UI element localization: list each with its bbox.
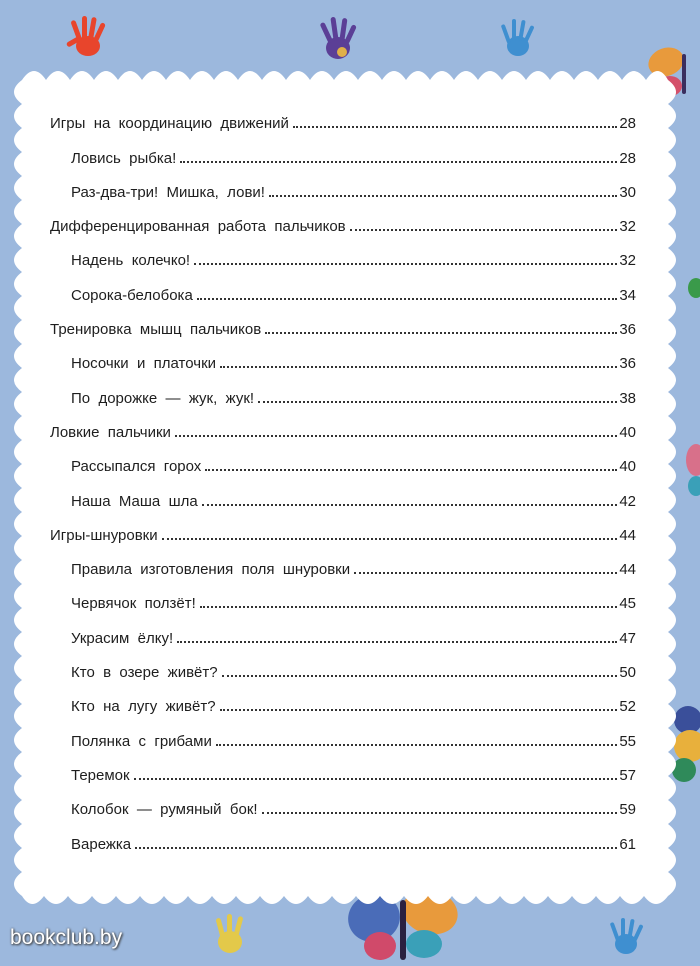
toc-subentry — [50, 549, 636, 583]
toc-subentry — [50, 137, 636, 171]
dot-leader — [258, 401, 617, 403]
toc-subentry — [50, 240, 636, 274]
dot-leader — [177, 641, 617, 643]
toc-entry-title: Игры на координацию движений — [50, 115, 289, 133]
toc-entry-title: Правила изготовления поля шнуровки — [71, 561, 351, 579]
toc-page-number: 30 — [619, 183, 636, 201]
toc-subentry — [50, 480, 636, 514]
toc-entry-title: Игры-шнуровки — [50, 526, 158, 544]
toc-entry-title: Сорока-белобока — [71, 286, 193, 304]
toc-page-number: 52 — [619, 698, 636, 716]
toc-subentry — [50, 446, 636, 480]
toc-page-number: 50 — [619, 664, 636, 682]
dot-leader — [354, 572, 617, 574]
toc-entry — [50, 412, 636, 446]
toc-page-number: 32 — [619, 252, 636, 270]
dot-leader — [216, 744, 617, 746]
dot-leader — [175, 435, 617, 437]
toc-page-number: 28 — [619, 115, 636, 133]
toc-page-number: 55 — [619, 732, 636, 750]
dot-leader — [200, 606, 618, 608]
toc-entry-title: Дифференцированная работа пальчиков — [50, 218, 346, 236]
toc-entry — [50, 103, 636, 137]
toc-page-number: 40 — [619, 458, 636, 476]
dot-leader — [135, 847, 617, 849]
toc-page-number: 45 — [619, 595, 636, 613]
dot-leader — [293, 126, 617, 128]
toc-subentry — [50, 686, 636, 720]
dot-leader — [350, 229, 618, 231]
toc-page-number: 57 — [619, 766, 636, 784]
toc-page-number: 32 — [619, 218, 636, 236]
toc-subentry — [50, 343, 636, 377]
toc-entry-title: Колобок — румяный бок! — [71, 801, 258, 819]
toc-entry-title: Теремок — [71, 766, 130, 784]
dot-leader — [134, 778, 618, 780]
toc-page-number: 34 — [619, 286, 636, 304]
toc-entry-title: Кто в озере живёт? — [71, 664, 218, 682]
toc-entry-title: Наша Маша шла — [71, 492, 198, 510]
toc-entry-title: Кто на лугу живёт? — [71, 698, 216, 716]
dot-leader — [265, 332, 617, 334]
toc-entry — [50, 206, 636, 240]
dot-leader — [220, 709, 618, 711]
toc-entry-title: Тренировка мышц пальчиков — [50, 321, 262, 339]
toc-page-number: 38 — [619, 389, 636, 407]
watermark: bookclub.by — [10, 926, 123, 949]
toc-entry-title: Ловкие пальчики — [50, 423, 171, 441]
toc-entry-title: По дорожке — жук, жук! — [71, 389, 255, 407]
toc-subentry — [50, 617, 636, 651]
dot-leader — [220, 366, 617, 368]
toc-page-number: 36 — [619, 355, 636, 373]
dot-leader — [197, 298, 618, 300]
dot-leader — [180, 161, 617, 163]
toc-subentry — [50, 755, 636, 789]
dot-leader — [269, 195, 617, 197]
toc-entry-title: Варежка — [71, 835, 132, 853]
toc-entry — [50, 515, 636, 549]
toc-entry-title: Полянка с грибами — [71, 732, 212, 750]
toc-page-number: 44 — [619, 526, 636, 544]
dot-leader — [205, 469, 617, 471]
toc-page-number: 59 — [619, 801, 636, 819]
toc-subentry — [50, 823, 636, 857]
toc-subentry — [50, 583, 636, 617]
dot-leader — [194, 263, 617, 265]
toc-entry — [50, 309, 636, 343]
toc-page-number: 28 — [619, 149, 636, 167]
toc-page-number: 36 — [619, 321, 636, 339]
toc-subentry — [50, 652, 636, 686]
toc-page-number: 47 — [619, 629, 636, 647]
toc-entry-title: Рассыпался горох — [71, 458, 202, 476]
dot-leader — [222, 675, 618, 677]
toc-subentry — [50, 274, 636, 308]
toc-page-number: 44 — [619, 561, 636, 579]
toc-entry-title: Украсим ёлку! — [71, 629, 174, 647]
toc-subentry — [50, 720, 636, 754]
toc-entry-title: Раз-два-три! Мишка, лови! — [71, 183, 265, 201]
toc-entry-title: Носочки и платочки — [71, 355, 217, 373]
table-of-contents — [50, 103, 636, 858]
toc-entry-title: Червячок ползёт! — [71, 595, 196, 613]
dot-leader — [162, 538, 618, 540]
toc-page-number: 40 — [619, 423, 636, 441]
toc-entry-title: Ловись рыбка! — [71, 149, 177, 167]
dot-leader — [202, 504, 618, 506]
dot-leader — [262, 812, 618, 814]
toc-subentry — [50, 377, 636, 411]
toc-entry-title: Надень колечко! — [71, 252, 191, 270]
toc-page-number: 42 — [619, 492, 636, 510]
toc-page-number: 61 — [619, 835, 636, 853]
toc-subentry — [50, 172, 636, 206]
toc-subentry — [50, 789, 636, 823]
